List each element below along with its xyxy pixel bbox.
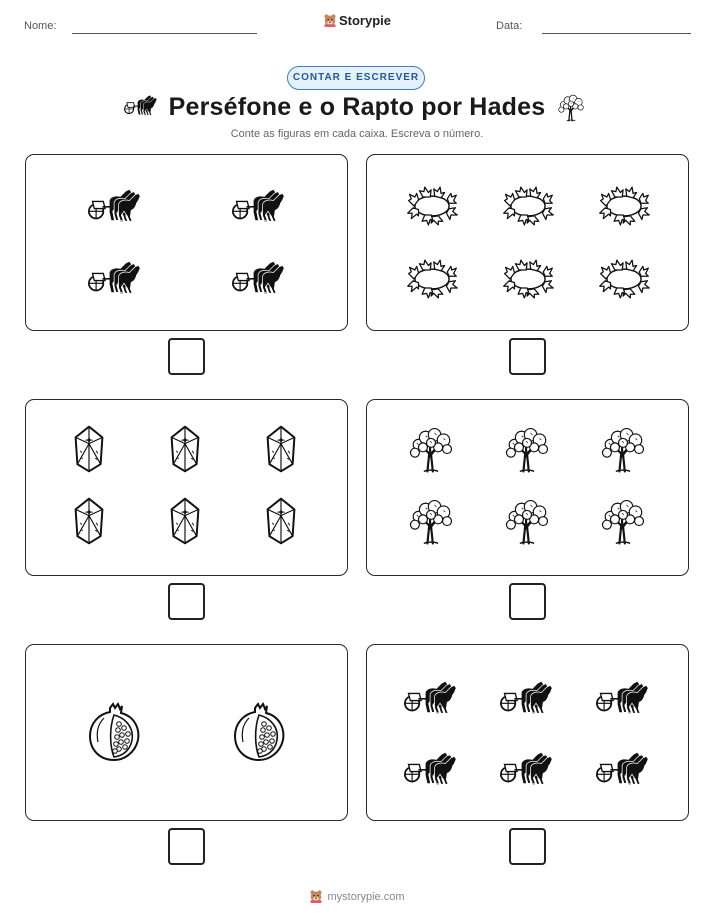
pomegranate-icon (84, 702, 144, 762)
gem-icon (71, 496, 107, 546)
counting-box-pomegranates-2 (25, 644, 348, 821)
tree-icon (598, 497, 648, 547)
brand (0, 13, 714, 28)
laurel-wreath-icon (405, 186, 459, 226)
tree-icon (502, 497, 552, 547)
brand-name: Storypie (338, 13, 391, 28)
laurel-wreath-icon (597, 259, 651, 299)
answer-box[interactable] (509, 338, 546, 375)
counting-box-wreaths-6 (366, 154, 689, 331)
chariot-icon (88, 259, 142, 295)
pomegranate-icon (229, 702, 289, 762)
chariot-icon (500, 750, 554, 786)
gem-icon (167, 496, 203, 546)
instructions: Conte as figuras em cada caixa. Escreva o número. (230, 128, 484, 140)
counting-box-chariots-4 (25, 154, 348, 331)
laurel-wreath-icon (501, 259, 555, 299)
chariot-icon (88, 187, 142, 223)
tree-icon (556, 93, 586, 123)
chariot-icon (232, 187, 286, 223)
footer (0, 889, 714, 903)
worksheet-type-badge: CONTAR E ESCREVER (287, 66, 425, 90)
date-field[interactable] (542, 33, 691, 34)
counting-box-gems-6 (25, 399, 348, 576)
chariot-icon (404, 679, 458, 715)
gem-icon (263, 424, 299, 474)
chariot-icon (232, 259, 286, 295)
tree-icon (502, 425, 552, 475)
laurel-wreath-icon (501, 186, 555, 226)
storypie-logo-icon (323, 13, 337, 27)
answer-box[interactable] (168, 583, 205, 620)
answer-box[interactable] (168, 828, 205, 865)
gem-icon (71, 424, 107, 474)
chariot-icon (596, 679, 650, 715)
laurel-wreath-icon (405, 259, 459, 299)
tree-icon (598, 425, 648, 475)
footer-url: mystorypie.com (327, 891, 405, 903)
gem-icon (167, 424, 203, 474)
date-label: Data: (496, 20, 523, 32)
chariot-icon (596, 750, 650, 786)
tree-icon (406, 497, 456, 547)
counting-box-trees-6 (366, 399, 689, 576)
answer-box[interactable] (509, 828, 546, 865)
tree-icon (406, 425, 456, 475)
counting-box-chariots-6 (366, 644, 689, 821)
laurel-wreath-icon (597, 186, 651, 226)
chariot-icon (404, 750, 458, 786)
page-title: Perséfone e o Rapto por Hades (168, 93, 546, 121)
answer-box[interactable] (509, 583, 546, 620)
chariot-icon (500, 679, 554, 715)
gem-icon (263, 496, 299, 546)
storypie-logo-icon (309, 889, 323, 903)
answer-box[interactable] (168, 338, 205, 375)
name-label: Nome: (24, 20, 57, 32)
name-field[interactable] (72, 33, 257, 34)
